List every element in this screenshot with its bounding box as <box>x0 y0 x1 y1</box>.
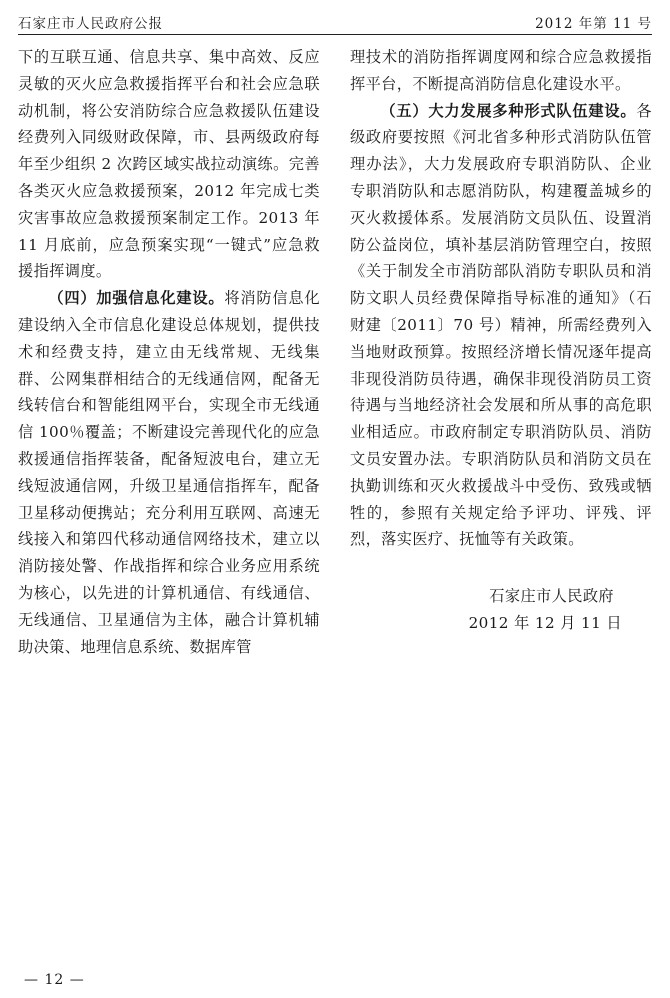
right-column <box>350 44 652 637</box>
right-paragraph-2 <box>350 98 652 554</box>
signature-block <box>350 583 652 637</box>
page-header <box>18 10 652 32</box>
section-body-5: 各级政府要按照《河北省多种形式消防队伍管理办法》，大力发展政府专职消防队、企业专职消防队和志愿消防队，构建覆盖城乡的灭火救援体系。发展消防文员队伍、设置消防公益岗位，填补基层消防管理空白，按照《关于制发全市消防部队消防专职队员和消防文职人员经费保障指导标准的通知》（石财建〔2011〕70 号）精神，所需经费列入当地财政预算。按照经济增长情况逐年提高非现役消防员待遇，确保非现役消防员工资待遇与当地经济社会发展和所从事的高危职业相适应。市政府制定专职消防队员、消防文员安置办法。专职消防队员和消防文员在执勤训练和灭火救援战斗中受伤、致残或牺牲的，参照有关规定给予评功、评残、评烈，落实医疗、抚恤等有关政策。 <box>350 101 652 549</box>
publication-title: 石家庄市人民政府公报 <box>18 16 163 32</box>
signature-org: 石家庄市人民政府 <box>489 587 614 606</box>
header-rule <box>18 34 652 35</box>
left-paragraph-1: 下的互联互通、信息共享、集中高效、反应灵敏的灭火应急救援指挥平台和社会应急联动机制，将公安消防综合应急救援队伍建设经费列入同级财政保障，市、县两级政府每年至少组织 2 次跨区域实战拉动演练。完善各类灭火应急救援预案，2012 年完成七类灾害事故应急救援预案制定工作。2013 年 11 月底前，应急预案实现“一键式”应急救援指挥调度。 <box>18 48 320 281</box>
section-heading-5: （五）大力发展多种形式队伍建设。 <box>380 101 637 120</box>
section-heading-4: （四）加强信息化建设。 <box>48 289 225 308</box>
left-paragraph-2 <box>18 285 320 660</box>
signature-date: 2012 年 12 月 11 日 <box>468 614 622 633</box>
section-body-4: 将消防信息化建设纳入全市信息化建设总体规划，提供技术和经费支持，建立由无线常规、无线集群、公网集群相结合的无线通信网，配备无线转信台和智能组网平台，实现全市无线通信 100％覆盖；不断建设完善现代化的应急救援通信指挥装备，配备短波电台，建立无线短波通信网，升级卫星通信指挥车，配备卫星移动便携站；充分利用互联网、高速无线接入和第四代移动通信网络技术，建立以消防接处警、作战指挥和综合业务应用系统为核心，以先进的计算机通信、有线通信、无线通信、卫星通信为主体，融合计算机辅助决策、地理信息系统、数据库管 <box>18 289 320 656</box>
issue-number: 2012 年第 11 号 <box>535 16 652 32</box>
right-paragraph-1: 理技术的消防指挥调度网和综合应急救援指挥平台，不断提高消防信息化建设水平。 <box>350 48 652 93</box>
left-column <box>18 44 320 660</box>
page-number: — 12 — <box>24 972 85 988</box>
